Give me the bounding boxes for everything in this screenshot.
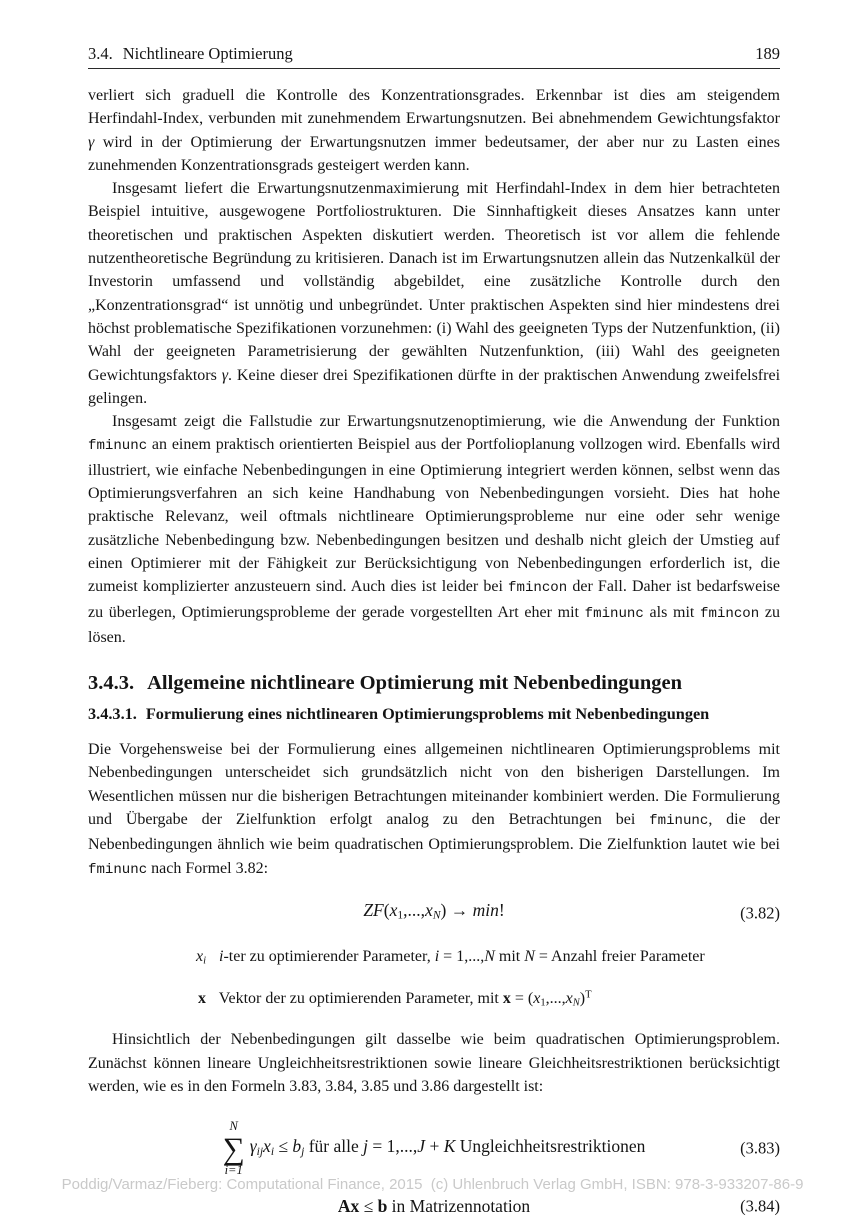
page-body [88, 84, 780, 1218]
footer-copyright [45, 1159, 803, 1210]
equation-number-3-84: (3.84) [740, 1196, 780, 1216]
paragraph-5: Hinsichtlich der Nebenbedingungen gilt dasselbe wie beim quadratischen Optimierungsproblem. Zunächst können lineare Ungleichheitsrestriktionen sowie lineare Gleichheitsrestriktionen berücksichtigt werden, wie es in den Formeln 3.83, 3.84, 3.85 und 3.86 dargestellt ist: [88, 1031, 780, 1095]
running-header-section-title: Nichtlineare Optimierung [122, 44, 293, 63]
formula-3-82 [88, 899, 780, 928]
section-heading-3-4-3 [88, 671, 780, 696]
symbol-definition-x-vector [88, 983, 780, 1014]
paragraph-3: Insgesamt zeigt die Fallstudie zur Erwartungsnutzenoptimierung, wie die Anwendung der Funktion fminunc an einem praktisch orientierten Beispiel aus der Portfolioplanung vollzogen wird. Ebenfalls wird illustriert, wie einfache Nebenbedingungen in eine Optimierung integriert werden können, selbst wenn das Optimierungsverfahren an sich keine Handhabung von Nebenbedingungen vorsieht. Dies hat hohe praktische Relevanz, weil oftmals nichtlineare Optimierungsprobleme nur eine oder sehr wenige zusätzliche Nebenbedingung bzw. Nebenbedingungen besitzen und deshalb nicht gleich der Umstieg auf einen Optimierer mit der Fähigkeit zur Berücksichtigung von Nebenbedingungen erforderlich ist, die zumeist komplizierter anzusteuern sind. Auch dies ist leider bei fmincon der Fall. Daher ist bedarfsweise zu überlegen, Optimierungsprobleme der gerade vorgestellten Art eher mit fminunc als mit fmincon zu lösen. [88, 413, 780, 646]
running-header-section-number: 3.4. [88, 44, 113, 63]
paragraph-1: verliert sich graduell die Kontrolle des Konzentrationsgrades. Erkennbar ist dies am steigendem Herfindahl-Index, verbunden mit zunehmendem Erwartungsnutzen. Bei abnehmendem Gewichtungsfaktor γ wird in der Optimierung der Erwartungsnutzen immer bedeutsamer, der aber nur zu Lasten eines zunehmenden Konzentrationsgrads gesteigert werden kann. [88, 87, 780, 174]
summation-symbol: N ∑ i=1 [222, 1119, 245, 1178]
equation-body-3-82: ZF(x1,...,xN) → min! [363, 899, 505, 922]
paragraph-4: Die Vorgehensweise bei der Formulierung eines allgemeinen nichtlinearen Optimierungsproblems mit Nebenbedingungen unterscheidet sich grundsätzlich nicht von den bisherigen Darstellungen. Im Wesentlichen müssen nur die bisherigen Betrachtungen miteinander kombiniert werden. Die Formulierung und Übergabe der Zielfunktion erfolgt analog zu den Betrachtungen bei fminunc, die der Nebenbedingungen ähnlich wie beim quadratischen Optimierungsproblem. Die Zielfunktion lautet wie bei fminunc nach Formel 3.82: [88, 741, 780, 878]
definition-text-xi: i-ter zu optimierender Parameter, i = 1,...,N mit N = Anzahl freier Parameter [219, 947, 705, 965]
running-header-title [88, 44, 293, 63]
definition-symbol-x-vector: x [198, 989, 206, 1007]
definition-symbol-xi: xi [195, 947, 206, 967]
section-heading-number: 3.4.3. [88, 672, 135, 695]
equation-body-3-83: N ∑ i=1 γijxi ≤ bj für alle j = 1,...,J + K Ungleichheitsrestriktionen [222, 1119, 646, 1178]
symbol-definition-xi [88, 945, 780, 973]
header-rule [88, 68, 780, 69]
paragraph-2: Insgesamt liefert die Erwartungsnutzenmaximierung mit Herfindahl-Index in dem hier betrachteten Beispiel intuitive, ausgewogene Portfoliostrukturen. Die Sinnhaftigkeit dieses Ansatzes kann unter theoretischen und praktischen Aspekten diskutiert werden. Theoretisch ist vor allem die fehlende nutzentheoretische Begründung zu kritisieren. Danach ist im Erwartungsnutzen allein das Nutzenkalkül der Investorin umfassend und vollständig abgebildet, eine zusätzliche Kontrolle durch den „Konzentrationsgrad“ ist unnötig und unbegründet. Unter praktischen Aspekten sind hier mindestens drei höchst problematische Spezifikationen vorzunehmen: (i) Wahl des geeigneten Typs der Nutzenfunktion, (ii) Wahl der geeigneten Parametrisierung der gewählten Nutzenfunktion, (iii) Wahl des geeigneten Gewichtungsfaktors γ. Keine dieser drei Spezifikationen dürfte in der praktischen Anwendung zweifelsfrei gelingen. [88, 180, 781, 407]
footer-text: Poddig/Varmaz/Fieberg: Computational Finance, 2015 (c) Uhlenbruch Verlag GmbH, ISBN: 978-3-933207-86-9 [61, 1176, 804, 1193]
definition-text-x-vector: Vektor der zu optimierenden Parameter, mit $x = (x1,...,xN)^T$ [218, 989, 592, 1008]
equation-number-3-83: (3.83) [740, 1138, 780, 1158]
subsection-heading-number: 3.4.3.1. [88, 704, 137, 724]
equation-number-3-82: (3.82) [740, 903, 780, 923]
section-heading-title: Allgemeine nichtlineare Optimierung mit Nebenbedingungen [147, 672, 683, 695]
subsection-heading-title: Formulierung eines nichtlinearen Optimierungsproblems mit Nebenbedingungen [145, 704, 710, 724]
equation-body-3-84: Ax ≤ b in Matrizennotation [337, 1195, 531, 1216]
subsection-heading-3-4-3-1 [88, 704, 780, 724]
page-number: 189 [755, 44, 780, 63]
running-header [88, 44, 780, 63]
